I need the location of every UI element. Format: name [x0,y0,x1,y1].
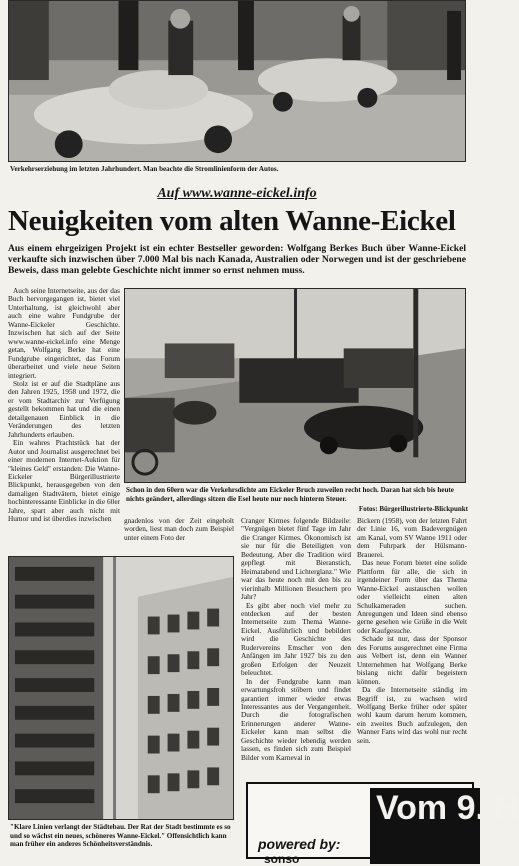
column-3 [241,517,351,779]
column-4-paragraph: Bickern (1958), von der letzten Fahrt der Linie 16, vom Badevergnügen am Kanal, vom SV Wanne 1911 oder dem Fuhrpark der Hülsmann-Brauerei. [357,516,467,559]
ad-headline: Vom 9. H [370,788,480,864]
middle-photo [124,288,466,483]
bottom-photo-caption: "Klare Linien verlangt der Städtebau. Der Rat der Stadt bestimmte es so und so wächst ein neues, schöneres Wanne-Eickel." Offensichtlich kann man früher ein anderes Schönheitsverständnis. [10,823,231,849]
column-2 [124,517,234,553]
bottom-photo [8,556,234,820]
column-3-paragraph: Cranger Kirmes folgende Bildzeile: "Vergnügen bietet fünf Tage im Jahr die Cranger Kirmes. Ökonomisch ist sie nur für die Beteiligten von Bedeutung. Aber die Tradition wird gepflegt mit Bieranstich, Heimatabend und Lichterglanz." Wie war das heute noch mit den bis zu vierinhalb Millionen Besuchern pro Jahr? [241,516,351,602]
column-4-paragraph: Da die Internetseite ständig im Begriff ist, zu wachsen wird Wolfgang Berke früher oder später wohl kaum darum herum kommen, ein zweites Buch aufzulegen, den Wanner Fans wird das wohl nur recht sein. [357,685,467,745]
advertisement[interactable] [246,782,519,866]
column-3-paragraph: Es gibt aber noch viel mehr zu entdecken auf der besten Internetseite zum Thema Wanne-Eickel. Ausführlich und bebildert wird die Geschichte des Rudervereins Emscher von den Anfängen im Jahr 1927 bis zu den großen Erfolgen der Neuzeit beleuchtet. [241,600,351,678]
column-1-paragraph: Ein wahres Prachtstück hat der Autor und Journalist ausgerechnet bei einer modernen Internet-Auktion für "kleines Geld" erstanden: Die Wanne-Eickeler Bürgerillustrierte Blickpunkt, herausgegeben von den damaligen Stadtvätern, bietet einige hochinteressante Einblicke in die 60er Jahre, spart aber auch nicht mit Humor und ist überdies inzwischen [8,438,120,524]
column-1-paragraph: Auch seine Internetseite, aus der das Buch hervorgegangen ist, bietet viel Unterhaltung, ist gleichwohl aber auch eine wahre Fundgrube der Wanne-Eickeler Geschichte. Inzwischen hat sich auf der Seite www.wanne-eickel.info eine Menge getan, Wolfgang Berke hat eine Fundgrube eingerichtet, das Forum überarbeitet und viele neue Seiten integriert. [8,286,120,380]
kicker-url[interactable]: Auf www.wanne-eickel.info [157,186,317,201]
middle-photo-caption: Schon in den 60ern war die Verkehrsdichte am Eickeler Bruch zuweilen recht hoch. Daran hat sich bis heute nichts geändert, allerdings sitzen die Esel heute nur noch hinterm Steuer. [126,486,454,503]
lead-paragraph: Aus einem ehrgeizigen Projekt ist ein echter Bestseller geworden: Wolfgang Berkes Buch über Wanne-Eickel verkaufte sich inzwischen über 7.000 Mal bis nach Kanada, Australien oder Norwegen und ist der geschriebene Beweis, dass man gelebte Geschichte nicht immer so ernst nehmen muss. [8,243,466,276]
top-photo-caption: Verkehrserziehung im letzten Jahrhundert. Man beachte die Stromlinienform der Autos. [10,165,279,173]
column-3-paragraph: In der Fundgrube kann man erwartungsfroh stöbern und findet garantiert immer wieder etwas Interessantes aus der Vergangenheit. Durch die fotografischen Erinnerungen anderer Wanne-Eickeler kann man selbst die Geschichte wieder lebendig werden lassen, es finden sich zum Beispiel Bilder vom Karneval in [241,676,351,762]
column-4-paragraph: Schade ist nur, dass der Sponsor des Forums ausgerechnet eine Firma aus Velbert ist, denn ein Wanner Unternehmen hat Wolfgang Berke bislang nicht dafür begeistern können. [357,634,467,686]
ad-sponsor: sonso [264,852,300,866]
top-photo [8,0,466,162]
photo-credit: Fotos: Bürgerillustrierte-Blickpunkt [358,505,468,513]
column-2-paragraph: gnadenlos von der Zeit eingeholt worden, liest man doch zum Beispiel unter einem Foto der [124,516,234,542]
ad-powered-by: powered by: [258,836,341,852]
column-4-paragraph: Das neue Forum bietet eine solide Plattform für alle, die sich in irgendeiner Form über das Thema Wanne-Eickel austauschen wollen oder vielleicht einen alten Schulkameraden suchen. Anregungen und Ideen sind ebenso gerne gesehen wie Grüße in die Welt oder Kaufgesuche. [357,558,467,635]
column-1 [8,287,120,570]
column-4 [357,517,467,779]
column-1-paragraph: Stolz ist er auf die Stadtpläne aus den Jahren 1925, 1958 und 1972, die er vom Stadtarchiv zur Verfügung gestellt bekommen hat und die einen detailgenauen Einblick in die Veränderungen des letzten Jahrhunderts erlauben. [8,378,120,439]
headline: Neuigkeiten vom alten Wanne-Eickel [8,205,456,237]
